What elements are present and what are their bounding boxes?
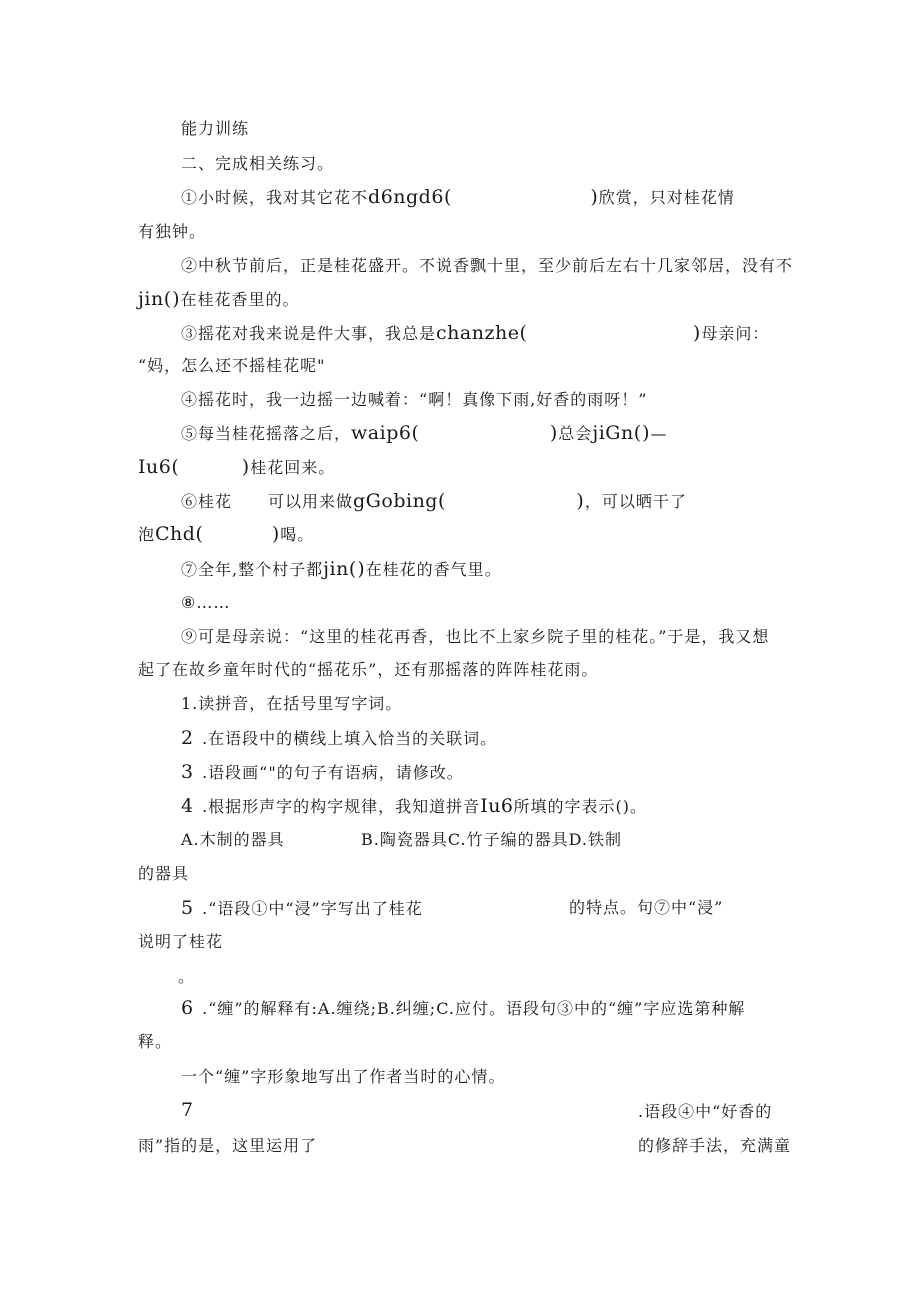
- sentence-1-cont: 有独钟。: [138, 222, 207, 241]
- sentence-marker: ①: [181, 188, 199, 207]
- answer-blank[interactable]: (): [163, 288, 181, 310]
- sentence-5: ⑤每当桂花摇落之后，waip6( )总会jiGn()—: [181, 422, 668, 444]
- instruction: 二、完成相关练习。: [181, 154, 335, 173]
- question-5-end: 。: [178, 967, 196, 986]
- sentence-8: ⑧……: [181, 593, 231, 612]
- question-2: 2 .在语段中的横线上填入恰当的关联词。: [181, 727, 498, 749]
- question-number: 6: [181, 997, 195, 1019]
- pinyin: Chd: [155, 523, 196, 545]
- pinyin: jin: [323, 558, 349, 580]
- question-7-number: [181, 1099, 194, 1122]
- sentence-3: ③摇花对我来说是件大事，我总是chanzhe( )母亲问：: [181, 322, 770, 344]
- question-7-cont-post: 的修辞手法，充满童: [638, 1136, 792, 1155]
- question-5: 5 .“语段①中“浸”字写出了桂花: [181, 897, 423, 919]
- question-4-cont: 的器具: [138, 864, 190, 883]
- pinyin: gGobing: [353, 490, 438, 512]
- pinyin: Iu6: [480, 795, 514, 817]
- sentence-9: ⑨可是母亲说：“这里的桂花再香，也比不上家乡院子里的桂花。”于是，我又想: [181, 627, 770, 646]
- question-number: 3: [181, 761, 195, 783]
- question-number: 4: [181, 795, 195, 817]
- sentence-6: ⑥桂花 可以用来做gGobing( )，可以晒干了: [181, 490, 687, 512]
- answer-blank[interactable]: (): [633, 422, 651, 444]
- answer-blank[interactable]: (): [348, 558, 366, 580]
- pinyin: chanzhe: [436, 322, 520, 344]
- section-title: 能力训练: [181, 119, 250, 138]
- sentence-5-cont: Iu6( )桂花回来。: [138, 456, 336, 478]
- sentence-9-cont: 起了在故乡童年时代的“摇花乐”，还有那摇落的阵阵桂花雨。: [138, 660, 599, 679]
- question-3: 3 .语段画“"的句子有语病，请修改。: [181, 761, 464, 783]
- sentence-marker: ⑨: [181, 627, 199, 646]
- question-number: 5: [181, 897, 195, 919]
- question-1: 1.读拼音，在括号里写字词。: [181, 694, 403, 713]
- sentence-marker: ④: [181, 390, 199, 409]
- pinyin: waip6: [351, 422, 412, 444]
- sentence-marker: ⑤: [181, 424, 199, 443]
- question-5-cont: 说明了桂花: [138, 932, 224, 951]
- question-4: 4 .根据形声字的构字规律，我知道拼音Iu6所填的字表示()。: [181, 795, 648, 817]
- sentence-marker: ⑧: [181, 593, 197, 612]
- sentence-1: ①小时候，我对其它花不d6ngd6( )欣赏，只对桂花情: [181, 186, 735, 208]
- pinyin: jiGn: [592, 422, 634, 444]
- pinyin: jin: [138, 288, 164, 310]
- sentence-6-cont: 泡Chd( )喝。: [138, 523, 315, 545]
- question-4-options-bcd[interactable]: B.陶瓷器具C.竹子编的器具D.铁制: [361, 830, 622, 849]
- sentence-3-cont: “妈，怎么还不摇桂花呢": [138, 356, 326, 375]
- sentence-2: ②中秋节前后，正是桂花盛开。不说香飘十里，至少前后左右十几家邻居，没有不: [181, 256, 794, 275]
- sentence-2-cont: jin()在桂花香里的。: [138, 288, 300, 310]
- sentence-marker: ⑦: [181, 560, 199, 579]
- question-7-right: .语段④中“好香的: [638, 1102, 773, 1121]
- pinyin: Iu6: [138, 456, 172, 478]
- sentence-marker: ②: [181, 256, 199, 275]
- question-5-mid: 的特点。句⑦中“浸”: [569, 898, 724, 917]
- sentence-4: ④摇花时，我一边摇一边喊着：“啊！真像下雨,好香的雨呀！”: [181, 390, 648, 409]
- question-7-cont-pre: 雨”指的是，这里运用了: [138, 1136, 318, 1155]
- sentence-marker: ⑥: [181, 492, 199, 511]
- question-number: 2: [181, 727, 195, 749]
- question-6-line2: 一个“缠”字形象地写出了作者当时的心情。: [181, 1067, 506, 1086]
- question-number: 7: [181, 1099, 195, 1121]
- question-6: 6 .“缠”的解释有:A.缠绕;B.纠缠;C.应付。语段句③中的“缠”字应选第种解: [181, 997, 746, 1019]
- question-4-option-a[interactable]: A.木制的器具: [181, 830, 285, 849]
- question-6-cont: 释。: [138, 1032, 173, 1051]
- sentence-marker: ③: [181, 324, 199, 343]
- pinyin: d6ngd6: [368, 186, 444, 208]
- sentence-7: ⑦全年,整个村子都jin()在桂花的香气里。: [181, 558, 502, 580]
